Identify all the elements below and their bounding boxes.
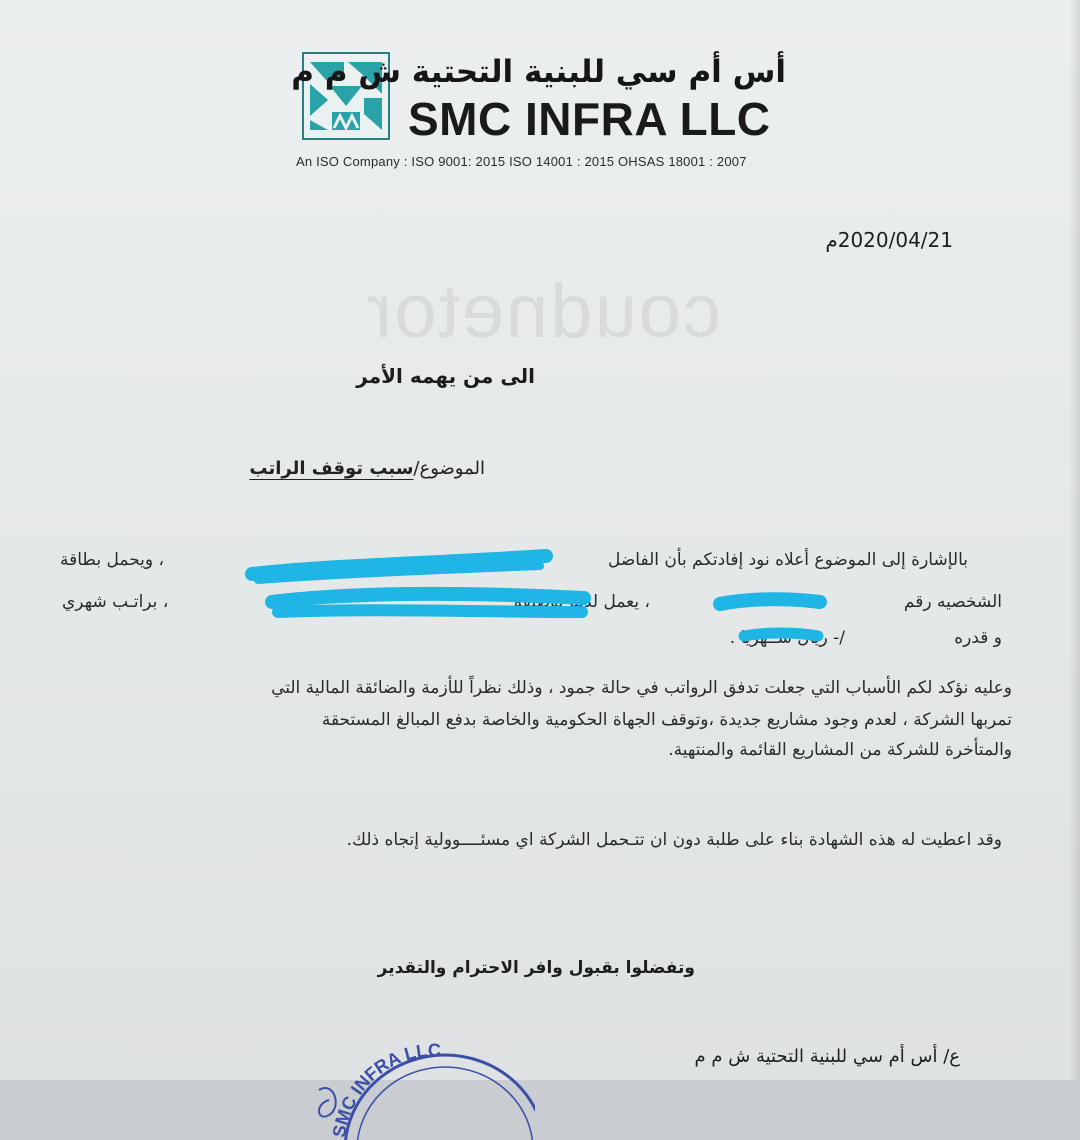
para2-line3: والمتأخرة للشركة من المشاريع القائمة والمنتهية. — [668, 740, 1012, 760]
paper-shadow-edge — [1068, 0, 1080, 1080]
para1-line1-end: ، ويحمل بطاقة — [60, 550, 165, 570]
letterhead — [291, 52, 800, 182]
para3: وقد اعطيت له هذه الشهادة بناء على طلبة دون ان تتـحمل الشركة اي مسئــــوولية إتجاه ذلك. — [346, 830, 1002, 850]
para1-line2-label: الشخصيه رقم — [903, 592, 1002, 612]
signature-line: ع/ أس أم سي للبنية التحتية ش م م — [694, 1046, 960, 1067]
recipient-line: الى من يهمه الأمر — [356, 364, 535, 388]
para1-line3-end: /- ريال شــهريا . — [729, 628, 845, 648]
company-stamp — [315, 1020, 535, 1140]
para1-line2-salary: ، براتـب شهري — [62, 592, 169, 612]
para1-line2-job: ، يعمل لدينا بوظيفة — [513, 592, 650, 612]
subject-label: الموضوع/ — [413, 458, 485, 479]
para1-line1-start: بالإشارة إلى الموضوع أعلاه نود إفادتكم بأن الفاضل — [607, 550, 968, 570]
redaction-amount — [736, 620, 826, 652]
para2-line1: وعليه نؤكد لكم الأسباب التي جعلت تدفق الرواتب في حالة جمود ، وذلك نظراً للأزمة والضائقة المالية التي — [271, 678, 1012, 698]
para1-line3-amount-label: و قدره — [954, 628, 1002, 648]
ghost-imprint: coudnetor — [365, 269, 722, 354]
stamp-text: SMC INFRA LLC — [328, 1040, 441, 1139]
redaction-id — [710, 586, 830, 622]
subject-line — [249, 458, 485, 479]
subject-value: سبب توقف الراتب — [249, 458, 414, 479]
company-name-english: SMC INFRA LLC — [408, 93, 771, 145]
iso-certifications: An ISO Company : ISO 9001: 2015 ISO 14001 : 2015 OHSAS 18001 : 2007 — [296, 154, 747, 169]
redaction-job — [262, 582, 602, 632]
closing-line: وتفضلوا بقبول وافر الاحترام والتقدير — [377, 958, 695, 978]
company-name-arabic: أس أم سي للبنية التحتية ش م م — [291, 54, 786, 90]
para2-line2: تمربها الشركة ، لعدم وجود مشاريع جديدة ،وتوقف الجهاة الحكومية والخاصة بدفع المبالغ المستحقة — [321, 710, 1012, 730]
letter-date: 2020/04/21م — [825, 228, 953, 252]
